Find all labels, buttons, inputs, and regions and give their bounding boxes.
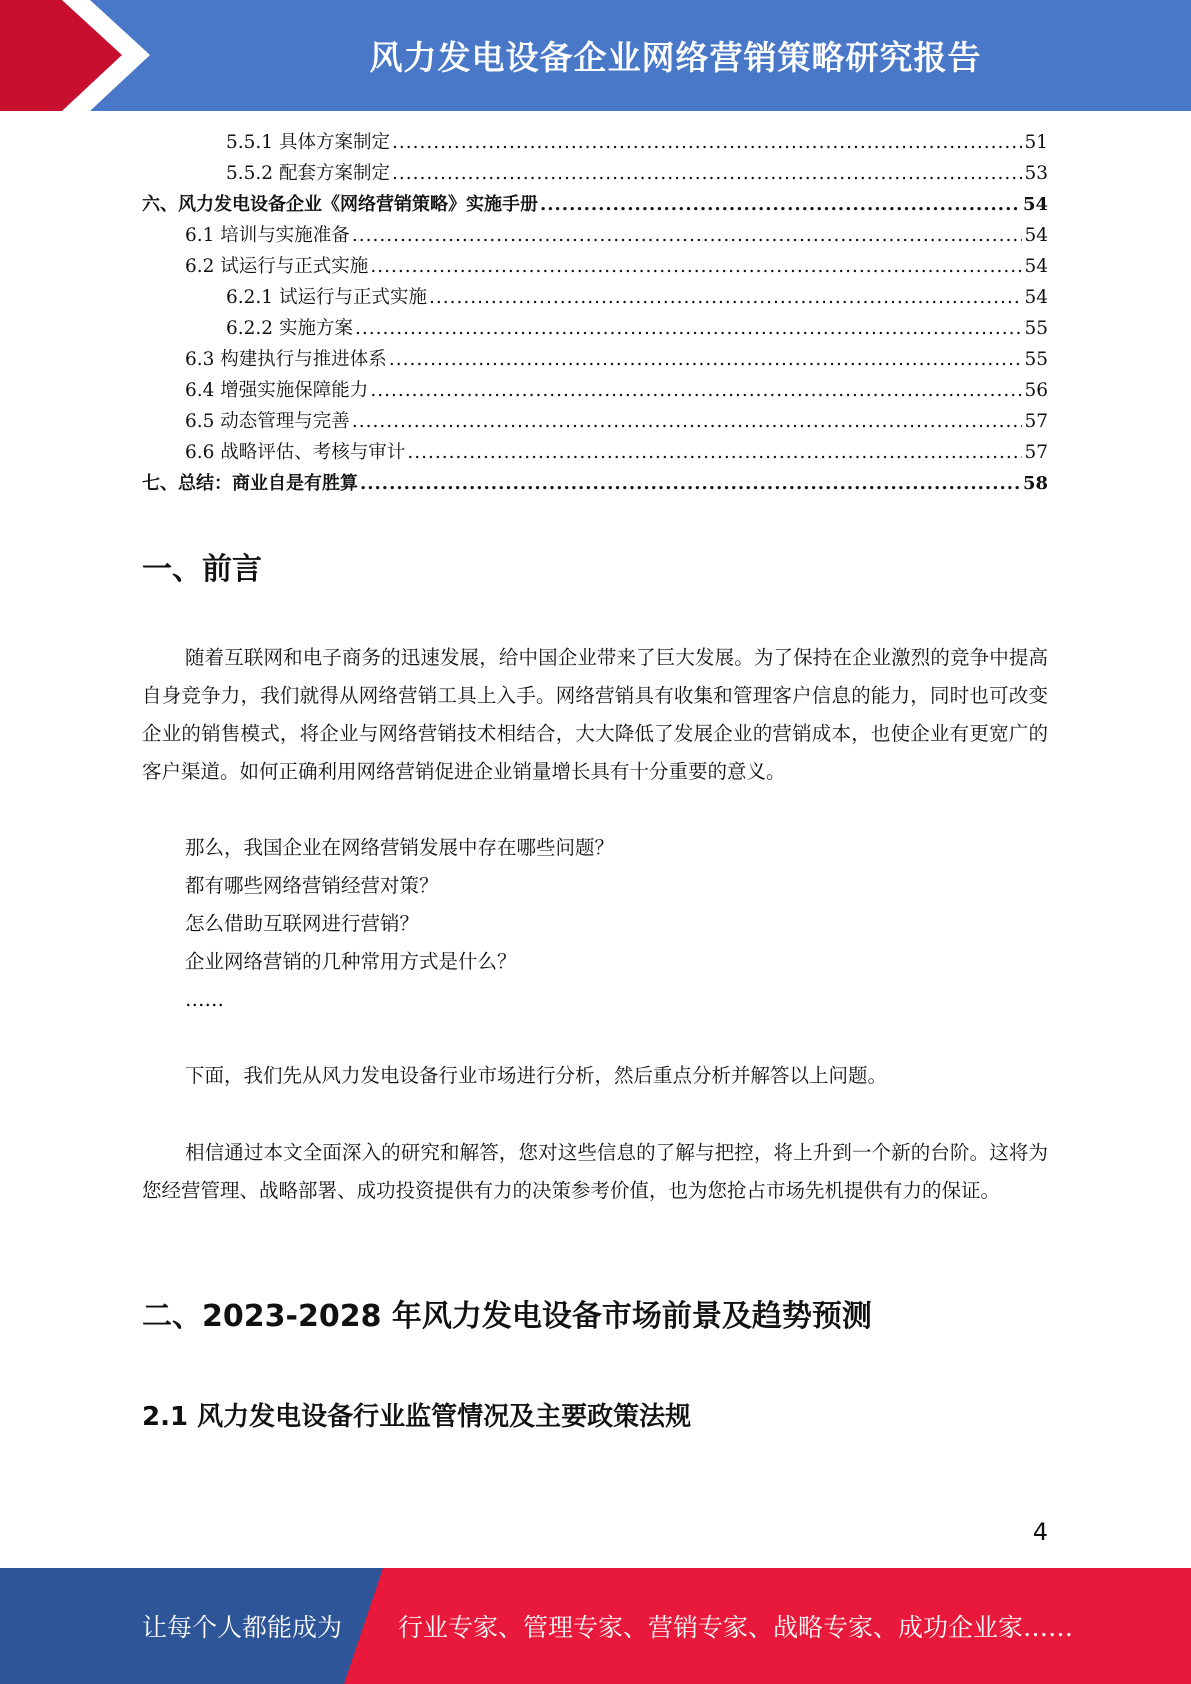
toc-entry-page: 57 (1024, 411, 1048, 432)
table-of-contents (142, 127, 1048, 499)
toc-entry-title: 6.4 增强实施保障能力 (185, 380, 369, 401)
toc-entry-page: 55 (1024, 318, 1048, 339)
toc-entry[interactable] (142, 282, 1048, 313)
footer-banner (0, 1568, 1191, 1684)
toc-entry-title: 5.5.1 具体方案制定 (226, 132, 390, 153)
footer-slogan-left: 让每个人都能成为 (142, 1613, 343, 1642)
toc-entry-title: 6.2.1 试运行与正式实施 (226, 287, 427, 308)
toc-entry-page: 54 (1024, 256, 1048, 277)
toc-entry-title: 5.5.2 配套方案制定 (226, 163, 390, 184)
toc-entry-page: 54 (1024, 225, 1048, 246)
section-heading-market-forecast: 二、2023-2028 年风力发电设备市场前景及趋势预测 (142, 1299, 872, 1334)
preface-paragraph-1: 随着互联网和电子商务的迅速发展，给中国企业带来了巨大发展。为了保持在企业激烈的竞争中提高自身竞争力，我们就得从网络营销工具上入手。网络营销具有收集和管理客户信息的能力，同时也可改变企业的销售模式，将企业与网络营销技术相结合，大大降低了发展企业的营销成本，也使企业有更宽广的客户渠道。如何正确利用网络营销促进企业销量增长具有十分重要的意义。 (142, 646, 1048, 783)
toc-entry-page: 55 (1024, 349, 1048, 370)
question-item: 企业网络营销的几种常用方式是什么？ (185, 950, 517, 973)
question-item: 都有哪些网络营销经营对策？ (185, 874, 439, 897)
toc-entry-page: 58 (1022, 473, 1048, 494)
toc-entry[interactable] (142, 406, 1048, 437)
question-list (185, 829, 614, 1019)
toc-entry[interactable] (142, 251, 1048, 282)
footer-slogan-right: 行业专家、管理专家、营销专家、战略专家、成功企业家…… (398, 1613, 1074, 1642)
toc-entry[interactable] (142, 468, 1048, 499)
red-arrow-wedge (0, 0, 160, 111)
toc-dot-leader (352, 406, 1023, 437)
toc-entry-title: 七、总结：商业自是有胜算 (142, 473, 358, 494)
toc-entry-title: 6.6 战略评估、考核与审计 (185, 442, 406, 463)
toc-entry[interactable] (142, 437, 1048, 468)
toc-entry[interactable] (142, 344, 1048, 375)
toc-entry[interactable] (142, 313, 1048, 344)
toc-entry-title: 6.1 培训与实施准备 (185, 225, 350, 246)
preface-paragraph-2: 下面，我们先从风力发电设备行业市场进行分析，然后重点分析并解答以上问题。 (185, 1064, 888, 1087)
report-title: 风力发电设备企业网络营销策略研究报告 (369, 38, 982, 77)
toc-entry-title: 六、风力发电设备企业《网络营销策略》实施手册 (142, 194, 538, 215)
toc-entry-title: 6.2 试运行与正式实施 (185, 256, 369, 277)
section-heading-preface: 一、前言 (142, 552, 262, 587)
preface-paragraph-3: 相信通过本文全面深入的研究和解答，您对这些信息的了解与把控，将上升到一个新的台阶。这将为您经营管理、战略部署、成功投资提供有力的决策参考价值，也为您抢占市场先机提供有力的保证。 (142, 1141, 1048, 1202)
toc-entry[interactable] (142, 220, 1048, 251)
subsection-heading-regulation: 2.1 风力发电设备行业监管情况及主要政策法规 (142, 1402, 692, 1432)
header-banner (0, 0, 1191, 111)
toc-dot-leader (389, 344, 1023, 375)
page-number: 4 (1032, 1518, 1048, 1546)
toc-dot-leader (370, 375, 1022, 406)
toc-entry[interactable] (142, 158, 1048, 189)
toc-entry-page: 53 (1024, 163, 1048, 184)
toc-dot-leader (355, 313, 1023, 344)
toc-dot-leader (540, 189, 1021, 220)
toc-dot-leader (370, 251, 1022, 282)
toc-dot-leader (392, 158, 1022, 189)
question-item: 那么，我国企业在网络营销发展中存在哪些问题？ (185, 836, 615, 859)
toc-entry-page: 54 (1022, 194, 1048, 215)
toc-entry[interactable] (142, 375, 1048, 406)
question-item: …… (185, 988, 224, 1011)
toc-entry-page: 54 (1024, 287, 1048, 308)
toc-dot-leader (352, 220, 1023, 251)
toc-dot-leader (429, 282, 1022, 313)
question-item: 怎么借助互联网进行营销？ (185, 912, 420, 935)
toc-entry-page: 57 (1024, 442, 1048, 463)
toc-entry-title: 6.2.2 实施方案 (226, 318, 353, 339)
toc-dot-leader (360, 468, 1021, 499)
toc-entry[interactable] (142, 127, 1048, 158)
toc-entry-title: 6.5 动态管理与完善 (185, 411, 350, 432)
toc-entry[interactable] (142, 189, 1048, 220)
toc-entry-title: 6.3 构建执行与推进体系 (185, 349, 387, 370)
toc-dot-leader (407, 437, 1022, 468)
toc-entry-page: 56 (1024, 380, 1048, 401)
toc-entry-page: 51 (1024, 132, 1048, 153)
toc-dot-leader (392, 127, 1022, 158)
